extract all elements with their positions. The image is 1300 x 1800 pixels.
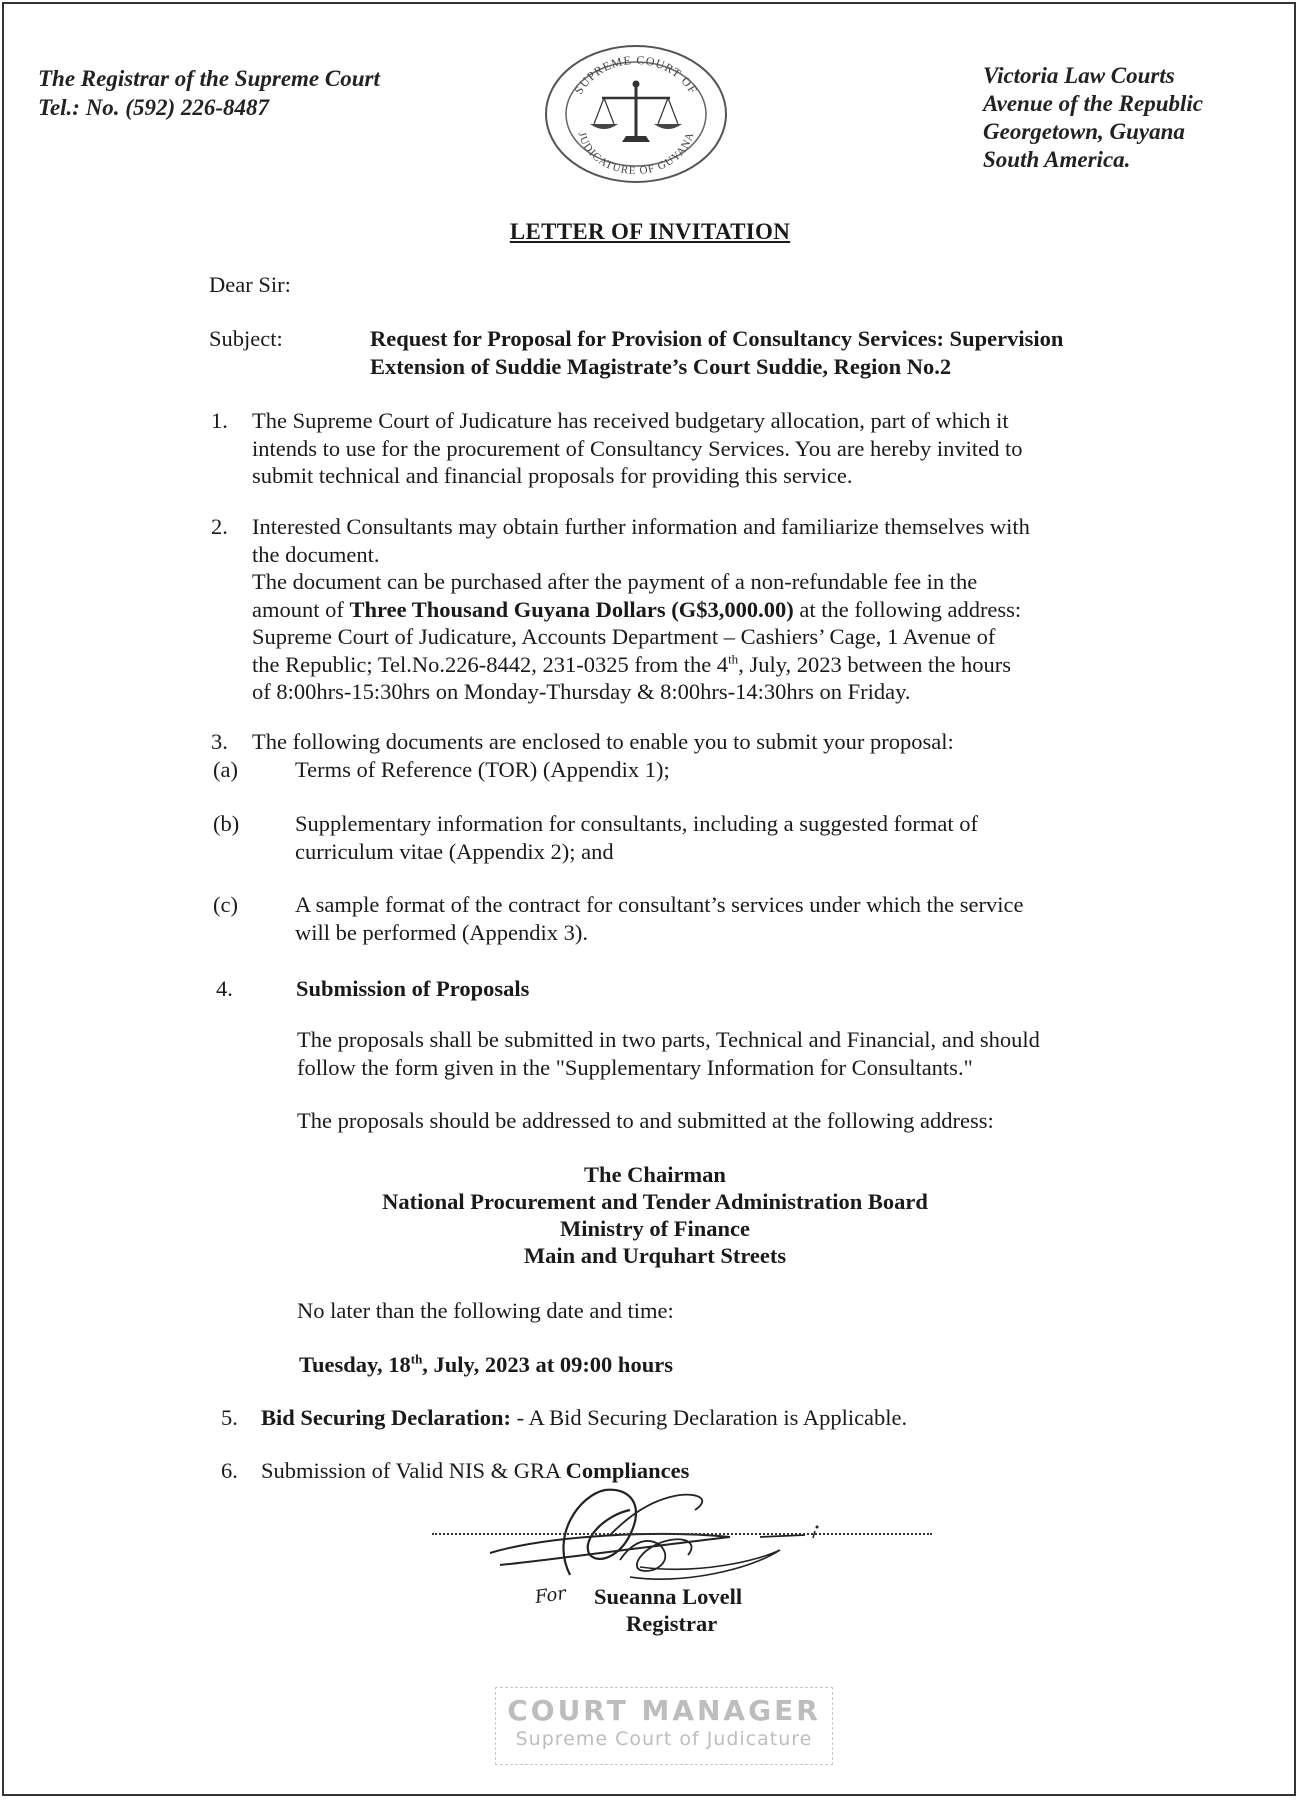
text-fragment: Submission of Valid NIS & GRA <box>261 1458 566 1483</box>
text-line: Supreme Court of Judicature, Accounts Department – Cashiers’ Cage, 1 Avenue of <box>252 624 996 649</box>
sender-title: The Registrar of the Supreme Court <box>38 66 380 91</box>
paragraph-5 <box>261 1404 907 1432</box>
subject-line: Extension of Suddie Magistrate’s Court Suddie, Region No.2 <box>370 353 952 379</box>
court-address-line: Victoria Law Courts <box>983 63 1175 88</box>
text-line: follow the form given in the "Supplementary Information for Consultants." <box>297 1054 973 1080</box>
text-line: The document can be purchased after the payment of a non-refundable fee in the <box>252 569 978 594</box>
item-number: 4. <box>216 976 233 1001</box>
list-item-b <box>295 810 978 865</box>
text-line: submit technical and financial proposals for providing this service. <box>252 463 853 488</box>
court-address-line: Avenue of the Republic <box>983 91 1203 116</box>
paragraph-3-intro: The following documents are enclosed to enable you to submit your proposal: <box>252 729 954 754</box>
list-item-c <box>295 891 1024 946</box>
sender-block <box>38 64 380 122</box>
text-line <box>252 651 1030 679</box>
signature-line <box>432 1533 932 1535</box>
text-line: Interested Consultants may obtain further information and familiarize themselves with <box>252 514 1030 539</box>
address-intro: The proposals should be addressed to and submitted at the following address: <box>297 1108 994 1133</box>
stamp-line: Supreme Court of Judicature <box>515 1728 813 1750</box>
address-line: National Procurement and Tender Administration Board <box>382 1189 928 1214</box>
text-fragment: at the following address: <box>793 596 1022 622</box>
address-line: Main and Urquhart Streets <box>523 1243 787 1268</box>
address-line: Ministry of Finance <box>560 1216 750 1241</box>
text-fragment: Tuesday, 18 <box>299 1352 411 1377</box>
submission-paragraph <box>297 1026 1040 1081</box>
text-fragment: , July, 2023 at 09:00 hours <box>422 1352 673 1377</box>
text-line: Supplementary information for consultants, including a suggested format of <box>295 811 978 836</box>
court-address-line: South America. <box>983 147 1131 172</box>
text-line <box>252 596 1030 624</box>
text-fragment: , July, 2023 between the hours <box>738 651 1012 677</box>
subject-text <box>370 325 1063 380</box>
signature-prefix: For <box>533 1582 568 1609</box>
text-line: The proposals shall be submitted in two parts, Technical and Financial, and should <box>297 1027 1040 1052</box>
item-number: 1. <box>211 408 228 433</box>
text-line: the document. <box>252 541 380 567</box>
court-manager-stamp <box>495 1687 833 1765</box>
paragraph-2 <box>252 513 1030 706</box>
letter-title: LETTER OF INVITATION <box>509 219 791 244</box>
subject-line: Request for Proposal for Provision of Consultancy Services: Supervision <box>370 326 1064 351</box>
ordinal-suffix: th <box>728 651 739 666</box>
list-label: (b) <box>213 811 240 836</box>
text-line: of 8:00hrs-15:30hrs on Monday-Thursday & 8:00hrs-14:30hrs on Friday. <box>252 679 911 704</box>
text-line: The Supreme Court of Judicature has received budgetary allocation, part of which it <box>252 408 1009 433</box>
text-line: curriculum vitae (Appendix 2); and <box>295 838 614 864</box>
text-fragment: Compliances <box>565 1458 690 1483</box>
stamp-line: COURT MANAGER <box>507 1694 821 1727</box>
signatory-title: Registrar <box>626 1611 718 1636</box>
list-item-a: Terms of Reference (TOR) (Appendix 1); <box>295 757 670 782</box>
list-label: (c) <box>213 892 238 917</box>
address-line: The Chairman <box>584 1162 726 1187</box>
court-address-line: Georgetown, Guyana <box>983 119 1185 144</box>
item-number: 5. <box>221 1405 238 1430</box>
deadline <box>299 1351 673 1379</box>
text-fragment: Bid Securing Declaration: <box>261 1405 511 1430</box>
deadline-intro: No later than the following date and time: <box>297 1298 674 1323</box>
section-heading: Submission of Proposals <box>296 976 530 1001</box>
signatory-name: Sueanna Lovell <box>594 1584 743 1609</box>
item-number: 6. <box>221 1458 238 1483</box>
text-fragment: amount of <box>252 596 350 622</box>
scales-of-justice-icon <box>542 42 730 184</box>
text-line: A sample format of the contract for consultant’s services under which the service <box>295 892 1024 917</box>
salutation: Dear Sir: <box>209 272 291 297</box>
seal-top-text: SUPREME COURT OF <box>571 52 701 97</box>
text-line: will be performed (Appendix 3). <box>295 919 589 945</box>
sender-phone: Tel.: No. (592) 226-8487 <box>38 95 270 120</box>
paragraph-1 <box>252 407 1022 490</box>
fee-amount: Three Thousand Guyana Dollars (G$3,000.00) <box>349 596 794 622</box>
seal-bottom-text: JUDICATURE OF GUYANA <box>575 130 697 178</box>
item-number: 3. <box>211 729 228 754</box>
text-fragment: - A Bid Securing Declaration is Applicable. <box>510 1405 908 1430</box>
text-line: intends to use for the procurement of Consultancy Services. You are hereby invited to <box>252 435 1023 461</box>
ordinal-suffix: th <box>410 1351 423 1367</box>
list-label: (a) <box>213 757 238 782</box>
text-fragment: the Republic; Tel.No.226-8442, 231-0325 from the 4 <box>252 651 729 677</box>
subject-label: Subject: <box>209 326 283 351</box>
court-address-block <box>983 62 1203 174</box>
recipient-address <box>300 1161 1010 1269</box>
court-seal <box>542 42 730 184</box>
item-number: 2. <box>211 514 228 539</box>
